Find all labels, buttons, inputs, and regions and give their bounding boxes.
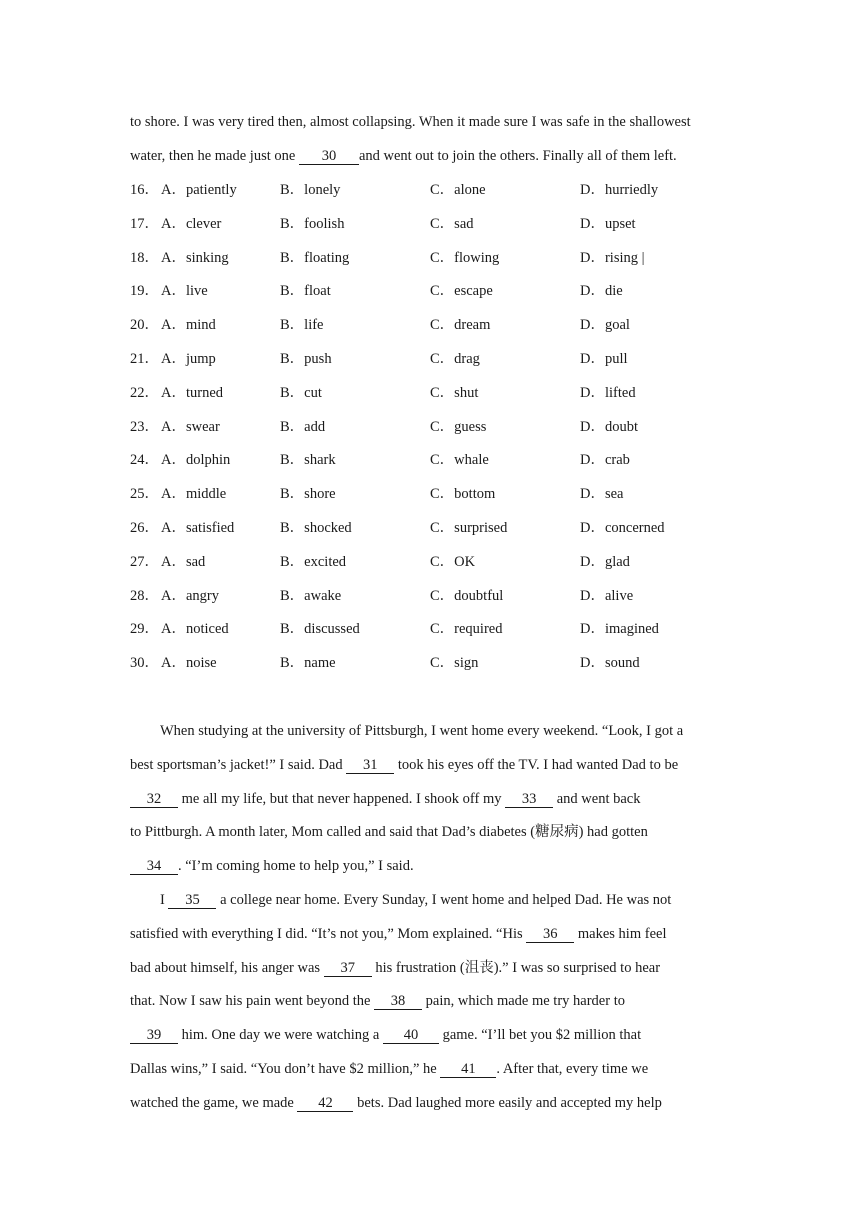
question-row bbox=[130, 349, 770, 369]
option-c: C．sad bbox=[430, 216, 474, 232]
option-b: B．shocked bbox=[280, 520, 352, 536]
option-b: B．cut bbox=[280, 385, 322, 401]
option-b: B．excited bbox=[280, 554, 347, 570]
option-d: D．hurriedly bbox=[580, 182, 659, 198]
option-c: C．required bbox=[430, 621, 503, 637]
option-a: A．middle bbox=[161, 486, 227, 502]
option-c: C．bottom bbox=[430, 486, 496, 502]
option-d: D．crab bbox=[580, 452, 630, 468]
blank-39: 39 bbox=[130, 1027, 178, 1044]
question-number: 30． bbox=[130, 655, 159, 671]
blank-36: 36 bbox=[526, 926, 574, 943]
option-c: C．surprised bbox=[430, 520, 508, 536]
question-row bbox=[130, 552, 770, 572]
blank-38: 38 bbox=[374, 993, 422, 1010]
option-c: C．guess bbox=[430, 419, 487, 435]
option-d: D．upset bbox=[580, 216, 636, 232]
passage-line: Dallas wins,” I said. “You don’t have $2 million,” he 41 . After that, every time we bbox=[130, 1061, 649, 1077]
blank-42: 42 bbox=[297, 1095, 353, 1112]
passage-line: to shore. I was very tired then, almost collapsing. When it made sure I was safe in the shallowest bbox=[130, 114, 691, 130]
question-row bbox=[130, 450, 770, 470]
option-b: B．discussed bbox=[280, 621, 360, 637]
option-c: C．flowing bbox=[430, 250, 500, 266]
question-number: 20． bbox=[130, 317, 159, 333]
blank-32: 32 bbox=[130, 791, 178, 808]
question-number: 19． bbox=[130, 283, 159, 299]
question-row bbox=[130, 518, 770, 538]
passage-line: 39 him. One day we were watching a 40 game. “I’ll bet you $2 million that bbox=[130, 1025, 641, 1045]
question-row bbox=[130, 315, 770, 335]
question-number: 27． bbox=[130, 554, 159, 570]
question-row bbox=[130, 214, 770, 234]
blank-40: 40 bbox=[383, 1027, 439, 1044]
passage-line: satisfied with everything I did. “It’s not you,” Mom explained. “His 36 makes him feel bbox=[130, 926, 667, 942]
passage-line: When studying at the university of Pittsburgh, I went home every weekend. “Look, I got a bbox=[160, 723, 684, 739]
option-b: B．float bbox=[280, 283, 331, 299]
option-a: A．clever bbox=[161, 216, 222, 232]
option-a: A．noise bbox=[161, 655, 217, 671]
passage-line: bad about himself, his anger was 37 his frustration (沮丧).” I was so surprised to hear bbox=[130, 960, 661, 976]
option-a: A．patiently bbox=[161, 182, 237, 198]
option-d: D．alive bbox=[580, 588, 634, 604]
option-d: D．glad bbox=[580, 554, 630, 570]
option-c: C．sign bbox=[430, 655, 479, 671]
option-a: A．sinking bbox=[161, 250, 229, 266]
question-number: 18． bbox=[130, 250, 159, 266]
option-c: C．OK bbox=[430, 554, 476, 570]
option-d: D．sea bbox=[580, 486, 624, 502]
question-number: 24． bbox=[130, 452, 159, 468]
passage-line: 32 me all my life, but that never happened. I shook off my 33 and went back bbox=[130, 789, 640, 809]
passage-line: that. Now I saw his pain went beyond the 38 pain, which made me try harder to bbox=[130, 993, 625, 1009]
option-a: A．mind bbox=[161, 317, 216, 333]
option-d: D．concerned bbox=[580, 520, 665, 536]
option-a: A．jump bbox=[161, 351, 216, 367]
question-number: 25． bbox=[130, 486, 159, 502]
option-c: C．escape bbox=[430, 283, 493, 299]
question-number: 21． bbox=[130, 351, 159, 367]
option-b: B．push bbox=[280, 351, 332, 367]
question-row bbox=[130, 619, 770, 639]
blank-34: 34 bbox=[130, 858, 178, 875]
question-number: 17． bbox=[130, 216, 159, 232]
question-number: 26． bbox=[130, 520, 159, 536]
option-c: C．dream bbox=[430, 317, 491, 333]
option-b: B．shore bbox=[280, 486, 336, 502]
question-number: 28． bbox=[130, 588, 159, 604]
blank-35: 35 bbox=[168, 892, 216, 909]
option-a: A．turned bbox=[161, 385, 224, 401]
passage-line: best sportsman’s jacket!” I said. Dad 31 took his eyes off the TV. I had wanted Dad to be bbox=[130, 757, 679, 773]
option-d: D．die bbox=[580, 283, 623, 299]
option-b: B．shark bbox=[280, 452, 336, 468]
blank-30: 30 bbox=[299, 148, 359, 165]
option-c: C．doubtful bbox=[430, 588, 504, 604]
option-b: B．awake bbox=[280, 588, 342, 604]
option-d: D．rising | bbox=[580, 250, 645, 266]
option-a: A．noticed bbox=[161, 621, 229, 637]
question-number: 23． bbox=[130, 419, 159, 435]
blank-33: 33 bbox=[505, 791, 553, 808]
option-a: A．angry bbox=[161, 588, 219, 604]
blank-37: 37 bbox=[324, 960, 372, 977]
option-a: A．live bbox=[161, 283, 208, 299]
option-c: C．drag bbox=[430, 351, 480, 367]
question-row bbox=[130, 383, 770, 403]
option-b: B．lonely bbox=[280, 182, 341, 198]
question-row bbox=[130, 180, 770, 200]
option-b: B．life bbox=[280, 317, 324, 333]
question-row bbox=[130, 484, 770, 504]
blank-41: 41 bbox=[440, 1061, 496, 1078]
option-b: B．foolish bbox=[280, 216, 345, 232]
question-row bbox=[130, 248, 770, 268]
option-d: D．pull bbox=[580, 351, 628, 367]
option-b: B．add bbox=[280, 419, 326, 435]
option-d: D．imagined bbox=[580, 621, 659, 637]
passage-line: to Pittburgh. A month later, Mom called and said that Dad’s diabetes (糖尿病) had gotten bbox=[130, 824, 648, 840]
question-row bbox=[130, 586, 770, 606]
passage-line: water, then he made just one 30 and went out to join the others. Finally all of them left. bbox=[130, 148, 677, 164]
option-a: A．satisfied bbox=[161, 520, 235, 536]
passage-line: I 35 a college near home. Every Sunday, I went home and helped Dad. He was not bbox=[160, 892, 672, 908]
passage-line: watched the game, we made 42 bets. Dad laughed more easily and accepted my help bbox=[130, 1095, 662, 1111]
question-number: 29． bbox=[130, 621, 159, 637]
option-d: D．sound bbox=[580, 655, 640, 671]
option-d: D．lifted bbox=[580, 385, 636, 401]
option-d: D．goal bbox=[580, 317, 630, 333]
option-c: C．shut bbox=[430, 385, 479, 401]
question-number: 16． bbox=[130, 182, 159, 198]
question-number: 22． bbox=[130, 385, 159, 401]
question-row bbox=[130, 281, 770, 301]
option-a: A．sad bbox=[161, 554, 206, 570]
blank-31: 31 bbox=[346, 757, 394, 774]
option-b: B．name bbox=[280, 655, 336, 671]
option-a: A．dolphin bbox=[161, 452, 231, 468]
question-row bbox=[130, 653, 770, 673]
option-d: D．doubt bbox=[580, 419, 638, 435]
option-b: B．floating bbox=[280, 250, 350, 266]
passage-line: 34 . “I’m coming home to help you,” I said. bbox=[130, 856, 414, 876]
option-c: C．whale bbox=[430, 452, 489, 468]
option-c: C．alone bbox=[430, 182, 486, 198]
question-row bbox=[130, 417, 770, 437]
option-a: A．swear bbox=[161, 419, 220, 435]
